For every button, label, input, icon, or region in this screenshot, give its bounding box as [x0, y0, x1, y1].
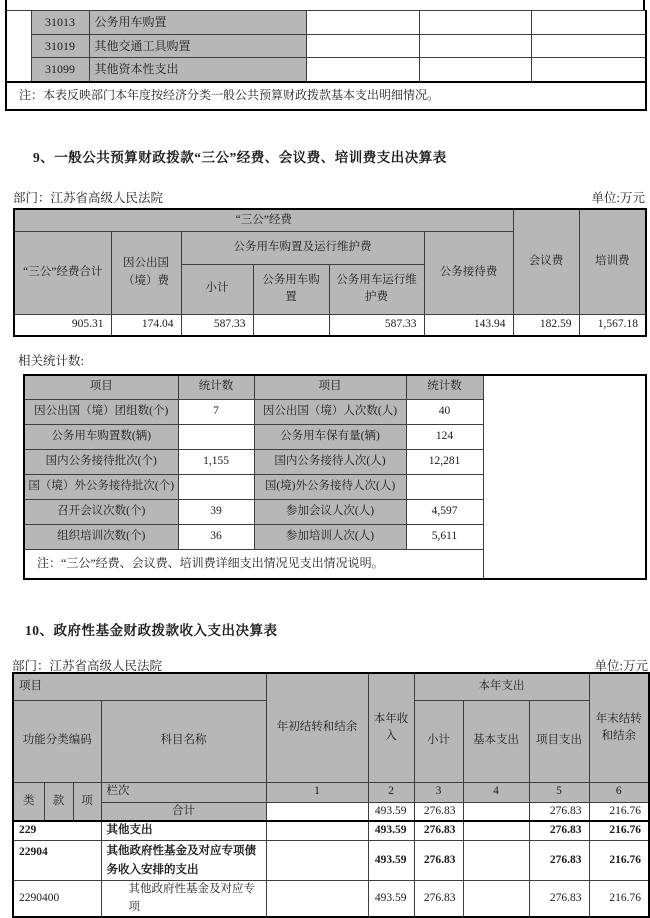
stats-heading: 相关统计数:: [18, 354, 84, 368]
value-cell: 276.83: [529, 802, 589, 821]
department-label: 部门：江苏省高级人民法院: [12, 659, 163, 673]
value-cell: 216.76: [589, 881, 649, 917]
header-vehicle-maintenance: 公务用车运行维护费: [329, 264, 424, 314]
function-code-cell: 229: [13, 821, 101, 841]
value-subtotal: 587.33: [181, 314, 253, 336]
empty-cell: [531, 35, 646, 58]
empty-cell: [306, 35, 419, 58]
header-item: 项目: [24, 375, 178, 399]
table-row: [6, 82, 646, 110]
header-training-fee: 培训费: [579, 209, 646, 314]
code-cell: 31099: [31, 58, 89, 82]
government-fund-table: [12, 672, 648, 918]
header-subtotal: 小计: [414, 700, 463, 782]
header-column-index: 栏次: [101, 782, 266, 802]
table-data-row: [13, 841, 649, 881]
stat-value: 124: [406, 424, 483, 449]
stat-value: 1,155: [178, 449, 254, 474]
column-number: 2: [368, 782, 414, 802]
value-sangong-total: 905.31: [14, 314, 111, 336]
row-label-total: 合计: [101, 802, 266, 821]
table-note: 注：本表反映部门本年度按经济分类一般公共预算财政拨款基本支出明细情况。: [6, 82, 646, 110]
stat-value: 39: [178, 499, 254, 524]
table-header-row: [14, 209, 646, 231]
stat-value: 36: [178, 524, 254, 549]
value-cell: 216.76: [589, 841, 649, 881]
stat-value: [406, 474, 483, 499]
function-code-cell: 22904: [13, 841, 101, 881]
header-item: 项目: [13, 673, 266, 700]
stat-value: 12,281: [406, 449, 483, 474]
value-vehicle-maintenance: 587.33: [329, 314, 424, 336]
header-sangong: “三公”经费: [14, 209, 513, 231]
value-cell: 493.59: [368, 841, 414, 881]
value-cell: 276.83: [529, 821, 589, 841]
department-label: 部门：江苏省高级人民法院: [13, 191, 164, 205]
stat-item-label: 召开会议次数(个): [24, 499, 178, 524]
code-cell: 31013: [31, 11, 89, 35]
stat-value: 4,597: [406, 499, 483, 524]
subject-name-cell: 其他政府性基金及对应专项债务收入安排的支出: [101, 841, 266, 881]
stat-item-label: 公务用车购置数(辆): [24, 424, 178, 449]
value-reception: 143.94: [424, 314, 513, 336]
section10-title: 10、政府性基金财政拨款收入支出决算表: [25, 623, 278, 638]
header-stat: 统计数: [178, 375, 254, 399]
empty-cell: [6, 11, 31, 82]
header-function-code: 功能分类编码: [13, 700, 101, 782]
stat-item-label: 公务用车保有量(辆): [254, 424, 406, 449]
value-cell: 493.59: [368, 881, 414, 917]
table-header-row: [24, 375, 646, 399]
stat-value: 40: [406, 399, 483, 424]
header-class: 类: [13, 782, 44, 821]
value-cell: [266, 821, 368, 841]
header-subtotal: 小计: [181, 264, 253, 314]
code-cell: 31019: [31, 35, 89, 58]
empty-cell: [483, 375, 646, 579]
stat-item-label: 因公出国（境）人次数(人): [254, 399, 406, 424]
unit-label: 单位:万元: [594, 659, 648, 673]
stat-item-label: 参加培训人次(人): [254, 524, 406, 549]
subject-name-cell: 其他政府性基金及对应专项: [101, 881, 266, 917]
table-header-row: [13, 673, 649, 700]
section9-meta: [13, 188, 645, 206]
section9-title: 9、一般公共预算财政拨款“三公”经费、会议费、培训费支出决算表: [33, 150, 447, 165]
header-year-income: 本年收入: [368, 673, 414, 782]
header-subject-name: 科目名称: [101, 700, 266, 782]
column-number: 5: [529, 782, 589, 802]
column-number: 1: [266, 782, 368, 802]
value-cell: 216.76: [589, 821, 649, 841]
value-cell: [266, 881, 368, 917]
table-row: [6, 35, 646, 58]
value-meeting: 182.59: [513, 314, 579, 336]
value-cell: [463, 802, 529, 821]
header-project-expense: 项目支出: [529, 700, 589, 782]
header-item: 项目: [254, 375, 406, 399]
unit-label: 单位:万元: [591, 191, 645, 205]
table-row-total: [13, 802, 649, 821]
table-data-row: [13, 881, 649, 917]
column-number: 4: [463, 782, 529, 802]
stat-value: [178, 474, 254, 499]
stat-value: 5,611: [406, 524, 483, 549]
sangong-expense-table: [13, 208, 645, 337]
header-meeting-fee: 会议费: [513, 209, 579, 314]
value-cell: 493.59: [368, 821, 414, 841]
empty-cell: [531, 11, 646, 35]
header-reception-fee: 公务接待费: [424, 231, 513, 314]
header-section: 款: [44, 782, 73, 821]
value-cell: [463, 821, 529, 841]
table-row: [6, 11, 646, 35]
column-number: 6: [589, 782, 649, 802]
value-training: 1,567.18: [579, 314, 646, 336]
value-cell: [266, 841, 368, 881]
stat-item-label: 国内公务接待人次(人): [254, 449, 406, 474]
stat-item-label: 组织培训次数(个): [24, 524, 178, 549]
empty-cell: [531, 58, 646, 82]
empty-cell: [306, 58, 419, 82]
header-vehicle-purchase: 公务用车购置: [253, 264, 329, 314]
stat-item-label: 国（境）外公务接待批次(个): [24, 474, 178, 499]
value-cell: 276.83: [414, 821, 463, 841]
value-cell: 276.83: [414, 802, 463, 821]
value-cell: 276.83: [529, 881, 589, 917]
table-data-row: [14, 314, 646, 336]
stat-value: [178, 424, 254, 449]
empty-cell: [419, 58, 531, 82]
table-row: [6, 58, 646, 82]
header-vehicle-group: 公务用车购置及运行维护费: [181, 231, 424, 264]
value-cell: [266, 802, 368, 821]
stat-item-label: 国(境)外公务接待人次(人): [254, 474, 406, 499]
empty-cell: [419, 11, 531, 35]
value-cell: [463, 881, 529, 917]
economic-classification-table-bottom: [5, 10, 645, 111]
value-vehicle-purchase: [253, 314, 329, 336]
subject-name-cell: 其他支出: [101, 821, 266, 841]
header-stat: 统计数: [406, 375, 483, 399]
value-cell: [463, 841, 529, 881]
table-header-row: [13, 782, 649, 802]
empty-cell: [419, 35, 531, 58]
header-abroad-fee: 因公出国（境）费: [111, 231, 181, 314]
value-cell: 276.83: [414, 841, 463, 881]
table-data-row: [13, 821, 649, 841]
value-cell: 276.83: [529, 841, 589, 881]
header-end-balance: 年末结转和结余: [589, 673, 649, 782]
stat-value: 7: [178, 399, 254, 424]
value-cell: 493.59: [368, 802, 414, 821]
header-sangong-total: “三公”经费合计: [14, 231, 111, 314]
empty-cell: [306, 11, 419, 35]
header-year-expense: 本年支出: [414, 673, 589, 700]
header-entry: 项: [73, 782, 101, 821]
value-cell: 216.76: [589, 802, 649, 821]
stat-item-label: 因公出国（境）团组数(个): [24, 399, 178, 424]
header-begin-balance: 年初结转和结余: [266, 673, 368, 782]
stat-item-label: 参加会议人次(人): [254, 499, 406, 524]
related-statistics-table: [23, 374, 645, 580]
value-abroad: 174.04: [111, 314, 181, 336]
table-note: 注：“三公”经费、会议费、培训费详细支出情况见支出情况说明。: [24, 549, 483, 579]
subject-name-cell: 其他交通工具购置: [89, 35, 306, 58]
column-number: 3: [414, 782, 463, 802]
subject-name-cell: 公务用车购置: [89, 11, 306, 35]
function-code-cell: 2290400: [13, 881, 101, 917]
header-basic-expense: 基本支出: [463, 700, 529, 782]
value-cell: 276.83: [414, 881, 463, 917]
subject-name-cell: 其他资本性支出: [89, 58, 306, 82]
stat-item-label: 国内公务接待批次(个): [24, 449, 178, 474]
